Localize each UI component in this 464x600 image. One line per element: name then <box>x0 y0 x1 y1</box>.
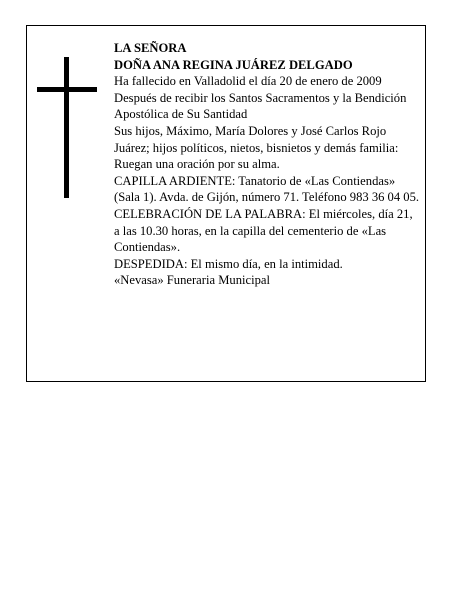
obituary-notice <box>26 25 426 382</box>
notice-paragraph-farewell: DESPEDIDA: El mismo día, en la intimidad. <box>114 256 343 271</box>
notice-paragraph-sacraments: Después de recibir los Santos Sacramentos y la Bendición Apostólica de Su Santidad <box>114 90 407 122</box>
notice-paragraph-funeral-home: «Nevasa» Funeraria Municipal <box>114 273 270 288</box>
notice-paragraph-prayer: Ruegan una oración por su alma. <box>114 157 280 172</box>
notice-paragraph-family: Sus hijos, Máximo, María Dolores y José Carlos Rojo Juárez; hijos políticos, nietos, bisnietos y demás familia: <box>114 123 399 155</box>
notice-paragraph-chapel: CAPILLA ARDIENTE: Tanatorio de «Las Contiendas» (Sala 1). Avda. de Gijón, número 71. Teléfono 983 36 04 05. <box>114 173 420 205</box>
notice-title-line-1: LA SEÑORA <box>114 41 187 55</box>
notice-paragraph-celebration: CELEBRACIÓN DE LA PALABRA: El miércoles, día 21, a las 10.30 horas, en la capilla del cementerio de «Las Contiendas». <box>114 206 413 255</box>
notice-text <box>114 40 420 289</box>
cross-icon <box>37 57 97 198</box>
notice-paragraph-death: Ha fallecido en Valladolid el día 20 de enero de 2009 <box>114 74 382 89</box>
notice-deceased-name: DOÑA ANA REGINA JUÁREZ DELGADO <box>114 57 353 72</box>
